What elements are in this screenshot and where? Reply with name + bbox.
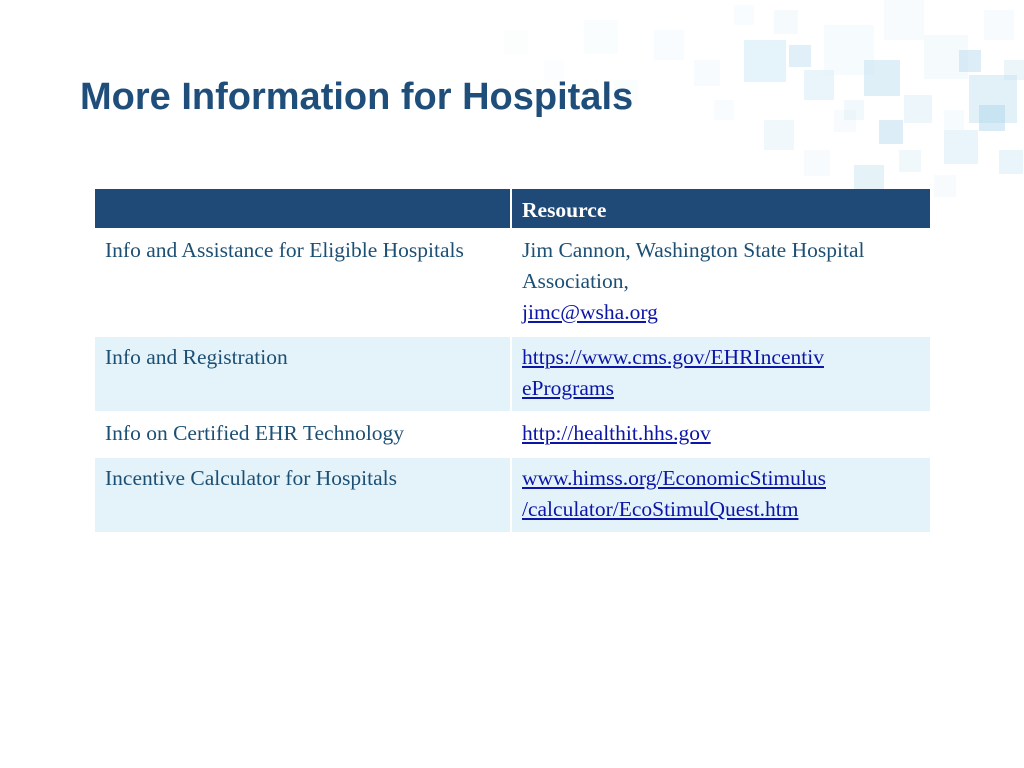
resources-table <box>95 189 930 532</box>
decorative-square <box>1004 60 1024 80</box>
topic-cell <box>95 457 511 532</box>
decorative-square <box>744 40 786 82</box>
decorative-square <box>864 60 900 96</box>
decorative-square <box>959 50 981 72</box>
decorative-square <box>764 120 794 150</box>
decorative-square <box>979 105 1005 131</box>
table-row <box>95 412 930 457</box>
topic-cell <box>95 412 511 457</box>
decorative-square <box>734 5 754 25</box>
decorative-square <box>654 30 684 60</box>
topic-cell <box>95 336 511 412</box>
resource-cell <box>511 457 930 532</box>
decorative-square <box>504 30 528 54</box>
decorative-square <box>899 150 921 172</box>
decorative-square <box>884 0 924 40</box>
decorative-square <box>999 150 1023 174</box>
decorative-square <box>984 10 1014 40</box>
topic-text: Info and Assistance for Eligible Hospitals <box>105 238 464 262</box>
healthit-link[interactable]: http://healthit.hhs.gov <box>522 421 711 445</box>
decorative-square <box>789 45 811 67</box>
resource-cell <box>511 229 930 336</box>
decorative-square <box>934 175 956 197</box>
decorative-square <box>944 110 964 130</box>
decorative-square <box>584 20 618 54</box>
header-resource: Resource <box>511 189 930 229</box>
contact-text: Jim Cannon, Washington State Hospital Association, <box>522 238 865 293</box>
decorative-square <box>774 10 798 34</box>
decorative-square <box>714 100 734 120</box>
page-title: More Information for Hospitals <box>80 76 634 118</box>
topic-text: Incentive Calculator for Hospitals <box>105 466 397 490</box>
decorative-square <box>844 100 864 120</box>
table-row <box>95 229 930 336</box>
topic-cell <box>95 229 511 336</box>
decorative-square <box>804 150 830 176</box>
decorative-square <box>879 120 903 144</box>
himss-link[interactable]: www.himss.org/EconomicStimulus /calculator/EcoStimulQuest.htm <box>522 466 826 521</box>
header-topic <box>95 189 511 229</box>
cms-link[interactable]: https://www.cms.gov/EHRIncentiv ePrograms <box>522 345 824 400</box>
topic-text: Info on Certified EHR Technology <box>105 421 405 445</box>
resource-cell <box>511 336 930 412</box>
decorative-square <box>694 60 720 86</box>
decorative-square <box>904 95 932 123</box>
topic-text: Info and Registration <box>105 345 288 369</box>
decorative-square <box>944 130 978 164</box>
resource-cell <box>511 412 930 457</box>
table-row <box>95 457 930 532</box>
email-link[interactable]: jimc@wsha.org <box>522 300 658 324</box>
table-header-row <box>95 189 930 229</box>
table-row <box>95 336 930 412</box>
